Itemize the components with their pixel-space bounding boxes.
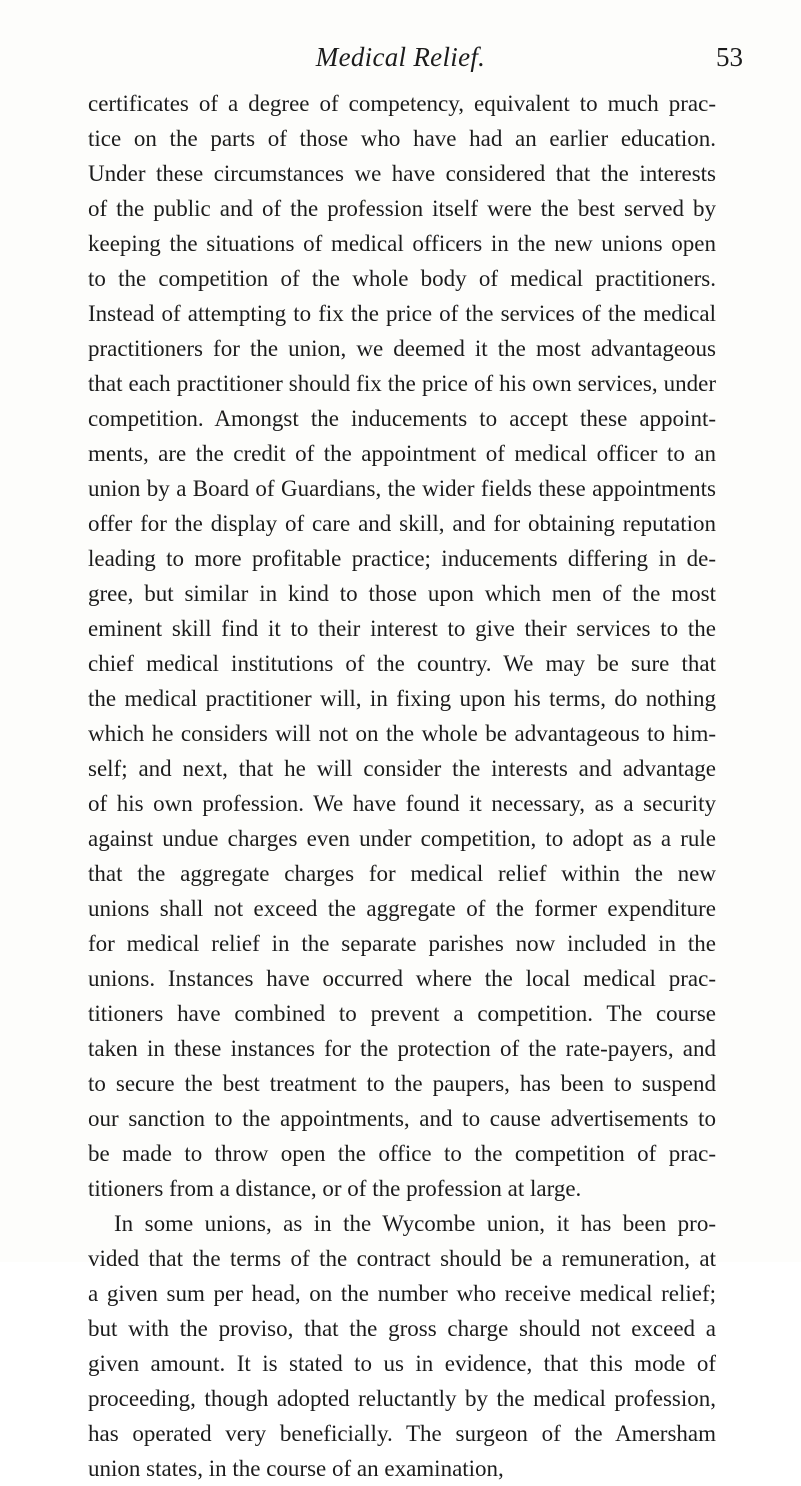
text-line: a given sum per head, on the number who receive medical relief; (88, 1281, 716, 1306)
text-line: Under these circumstances we have considered that the interests (88, 161, 716, 186)
text-line: vided that the terms of the contract should be a remuneration, at (88, 1246, 716, 1271)
text-line: unions. Instances have occurred where the local medical prac- (88, 966, 716, 991)
text-line: self; and next, that he will consider the interests and advantage (88, 756, 716, 781)
text-line: the medical practitioner will, in fixing upon his terms, do nothing (88, 686, 716, 711)
text-line: of his own profession. We have found it necessary, as a security (88, 791, 716, 816)
running-head (0, 40, 801, 80)
text-line: that the aggregate charges for medical relief within the new (88, 861, 716, 886)
text-line: taken in these instances for the protection of the rate-payers, and (88, 1036, 716, 1061)
text-line: eminent skill find it to their interest to give their services to the (88, 616, 716, 641)
text-line: gree, but similar in kind to those upon which men of the most (88, 581, 716, 606)
text-line: keeping the situations of medical officers in the new unions open (88, 231, 716, 256)
text-line: to secure the best treatment to the paupers, has been to suspend (88, 1071, 716, 1096)
running-title: Medical Relief. (315, 42, 486, 72)
body-text (88, 86, 716, 1486)
text-line: practitioners for the union, we deemed it the most advantageous (88, 336, 716, 361)
text-line: leading to more profitable practice; inducements differing in de- (88, 546, 716, 571)
text-line: competition. Amongst the inducements to accept these appoint- (88, 406, 716, 431)
text-line: Instead of attempting to fix the price of the services of the medical (88, 301, 716, 326)
text-line: certificates of a degree of competency, equivalent to much prac- (88, 91, 716, 116)
text-line: but with the proviso, that the gross charge should not exceed a (88, 1316, 716, 1341)
text-line: be made to throw open the office to the competition of prac- (88, 1141, 716, 1166)
text-line: tice on the parts of those who have had an earlier education. (88, 126, 716, 151)
text-line: ments, are the credit of the appointment of medical officer to an (88, 441, 716, 466)
text-line: our sanction to the appointments, and to cause advertisements to (88, 1106, 716, 1131)
paragraph-last-line: titioners from a distance, or of the profession at large. (88, 1176, 582, 1201)
text-line: unions shall not exceed the aggregate of the former expenditure (88, 896, 716, 921)
text-line: has operated very beneficially. The surgeon of the Amersham (88, 1421, 716, 1446)
text-line: of the public and of the profession itself were the best served by (88, 196, 716, 221)
text-line: chief medical institutions of the country. We may be sure that (88, 651, 716, 676)
text-line: for medical relief in the separate parishes now included in the (88, 931, 716, 956)
text-line: union by a Board of Guardians, the wider fields these appointments (88, 476, 716, 501)
text-line: that each practitioner should fix the price of his own services, under (88, 371, 716, 396)
paragraph-first-line: In some unions, as in the Wycombe union, it has been pro- (114, 1211, 716, 1236)
text-line: given amount. It is stated to us in evidence, that this mode of (88, 1351, 716, 1376)
text-line: proceeding, though adopted reluctantly by the medical profession, (88, 1386, 716, 1411)
text-line: offer for the display of care and skill, and for obtaining reputation (88, 511, 716, 536)
page-number: 53 (716, 42, 743, 72)
text-line: titioners have combined to prevent a competition. The course (88, 1001, 716, 1026)
text-line: union states, in the course of an examination, (88, 1456, 504, 1481)
text-line: which he considers will not on the whole be advantageous to him- (88, 721, 716, 746)
text-line: against undue charges even under competition, to adopt as a rule (88, 826, 716, 851)
text-line: to the competition of the whole body of medical practitioners. (88, 266, 716, 291)
